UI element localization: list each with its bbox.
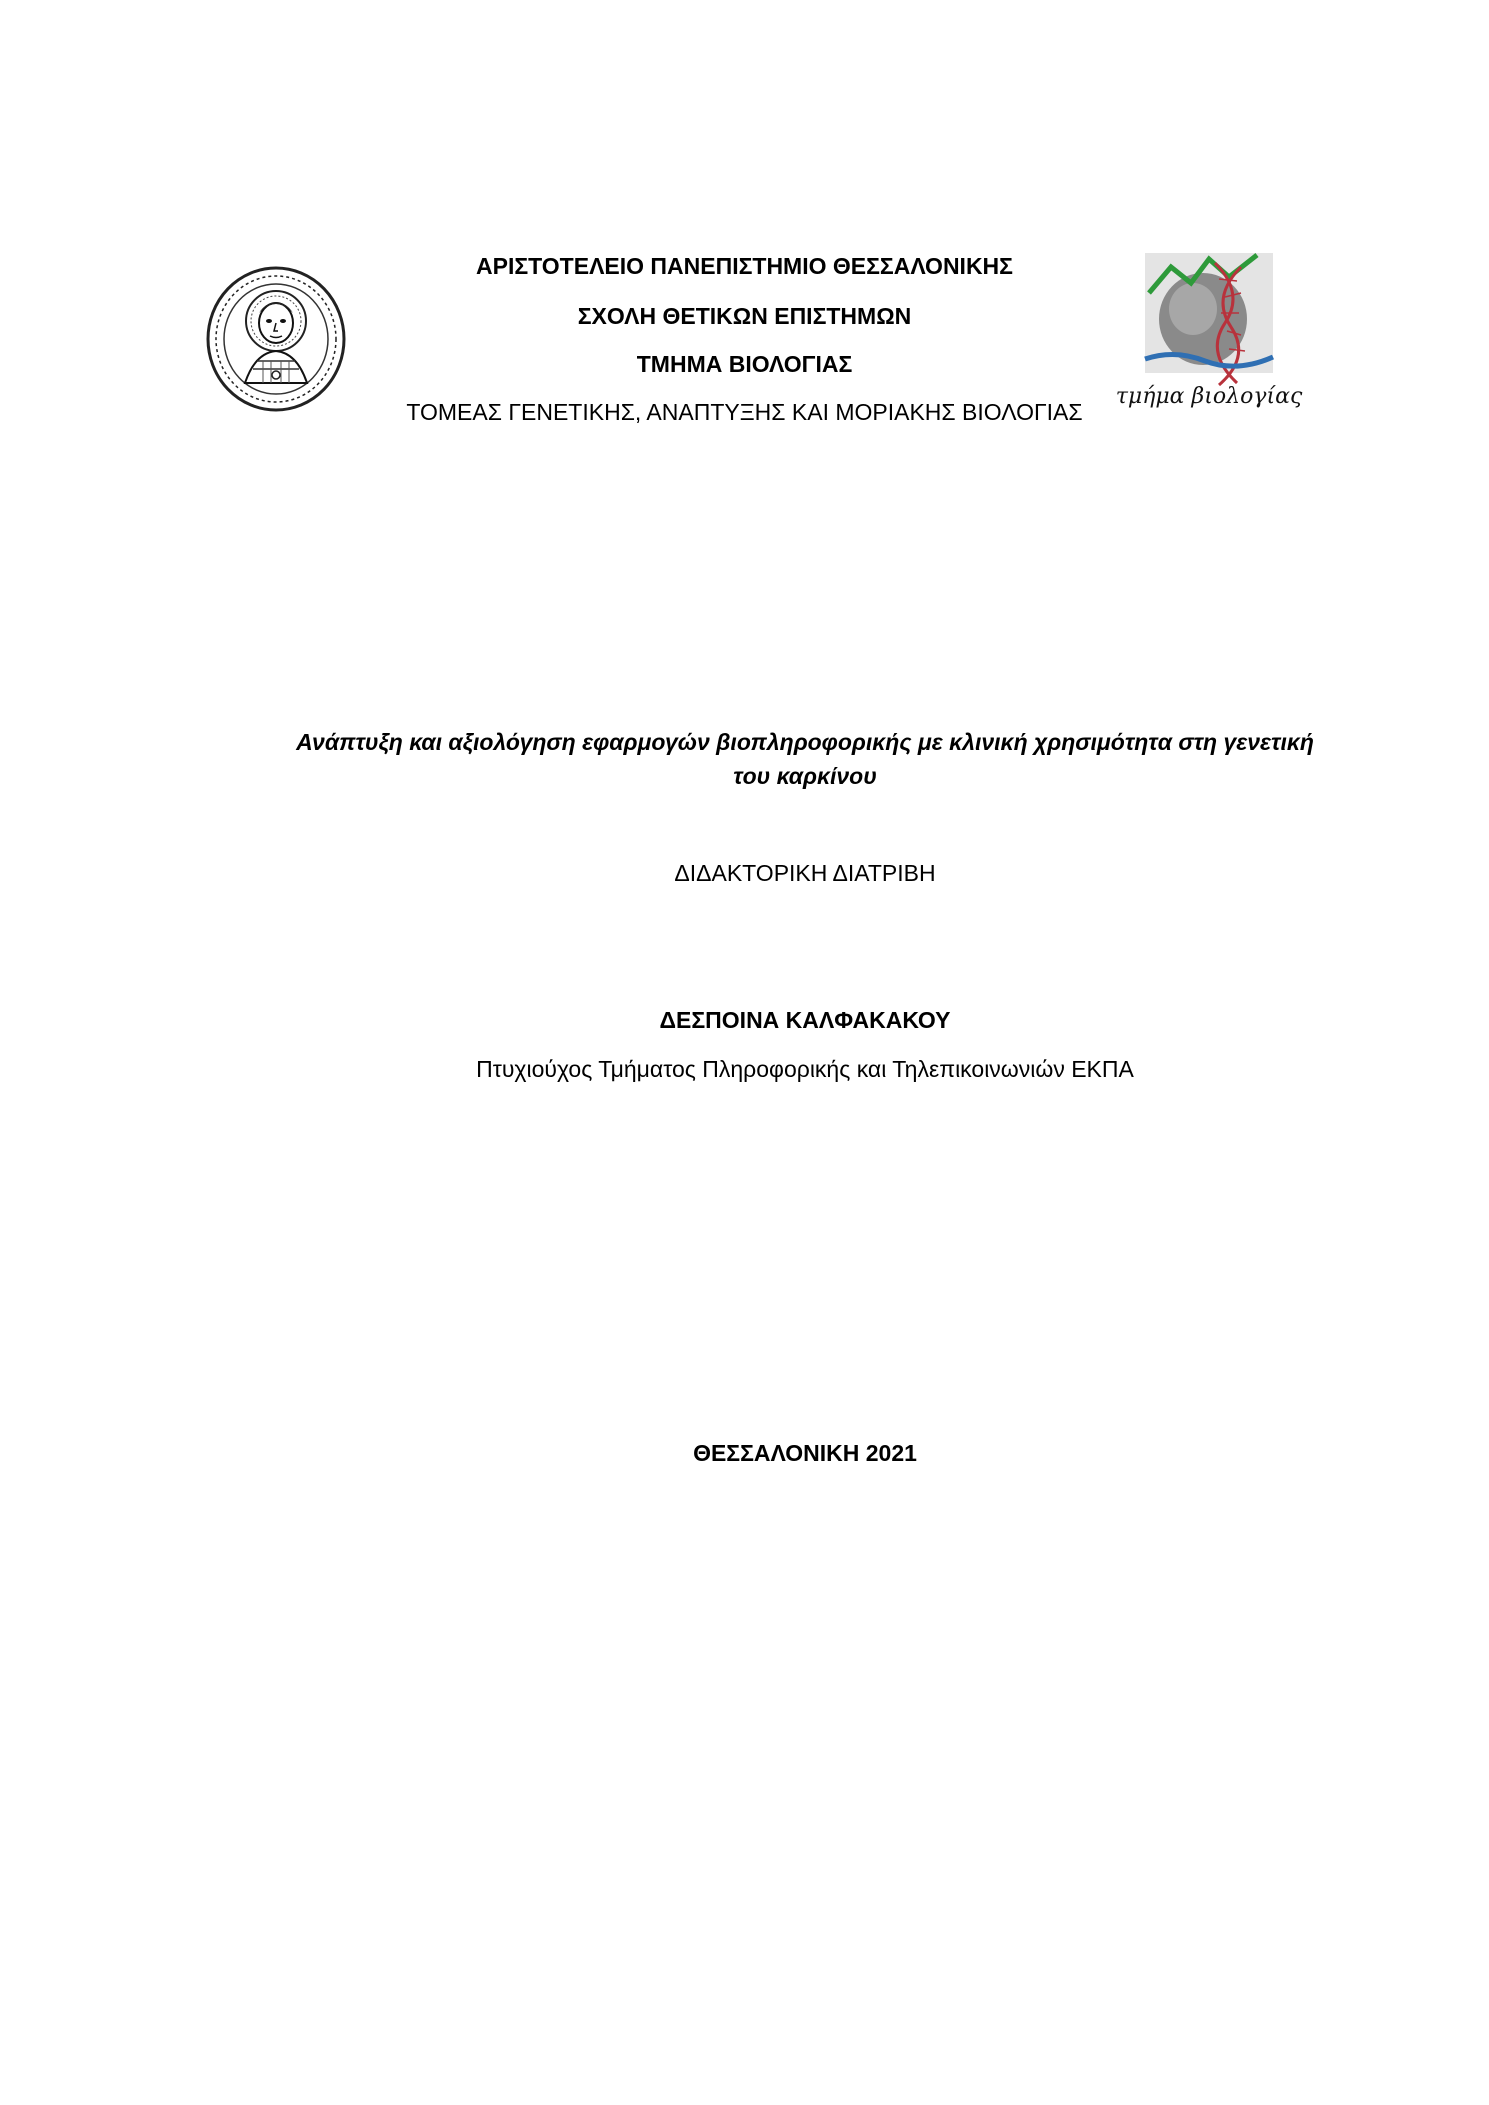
thesis-title-line-2: του καρκίνου	[733, 763, 877, 789]
author-degree: Πτυχιούχος Τμήματος Πληροφορικής και Τηλεπικοινωνιών ΕΚΠΑ	[476, 1056, 1134, 1082]
place-year: ΘΕΣΣΑΛΟΝΙΚΗ 2021	[693, 1440, 917, 1466]
university-seal-icon	[205, 265, 347, 413]
dept-logo-text: τμήμα βιολογίας	[1115, 384, 1303, 409]
school-name: ΣΧΟΛΗ ΘΕΤΙΚΩΝ ΕΠΙΣΤΗΜΩΝ	[577, 303, 912, 329]
sector-name: ΤΟΜΕΑΣ ΓΕΝΕΤΙΚΗΣ, ΑΝΑΠΤΥΞΗΣ ΚΑΙ ΜΟΡΙΑΚΗΣ ΒΙΟΛΟΓΙΑΣ	[406, 399, 1083, 425]
thesis-title-line-1: Ανάπτυξη και αξιολόγηση εφαρμογών βιοπληροφορικής με κλινική χρησιμότητα στη γενετική	[296, 729, 1314, 755]
department-name: ΤΜΗΜΑ ΒΙΟΛΟΓΙΑΣ	[636, 351, 853, 377]
university-name: ΑΡΙΣΤΟΤΕΛΕΙΟ ΠΑΝΕΠΙΣΤΗΜΙΟ ΘΕΣΣΑΛΟΝΙΚΗΣ	[476, 253, 1013, 279]
document-type: ΔΙΔΑΚΤΟΡΙΚΗ ΔΙΑΤΡΙΒΗ	[674, 860, 936, 886]
author-name: ΔΕΣΠΟΙΝΑ ΚΑΛΦΑΚΑΚΟΥ	[659, 1007, 951, 1033]
